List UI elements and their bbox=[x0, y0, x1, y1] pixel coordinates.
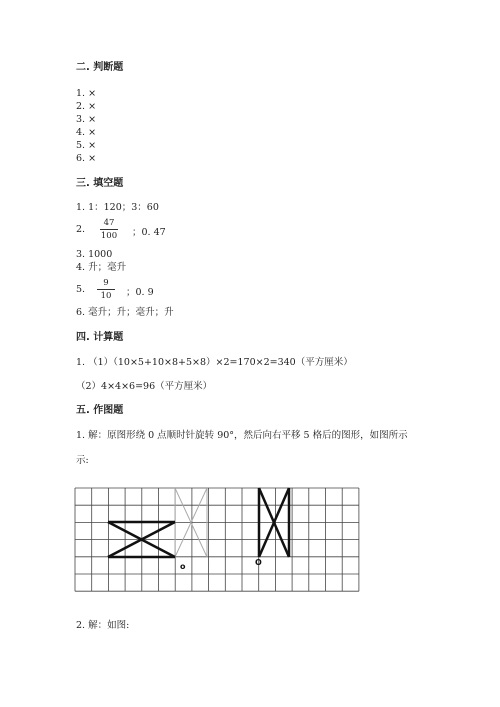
fraction-denominator: 100 bbox=[100, 231, 118, 241]
judge-answer-5: 5. × bbox=[76, 140, 97, 151]
fill-answer-3: 3. 1000 bbox=[76, 249, 113, 260]
judge-answer-6: 6. × bbox=[76, 153, 97, 164]
judge-answer-3: 3. × bbox=[76, 114, 97, 125]
calc-answer-2: （2）4×4×6=96（平方厘米） bbox=[76, 381, 213, 392]
fill-answer-6: 6. 毫升；升；毫升；升 bbox=[76, 307, 174, 318]
fill-answer-2-suffix: ；0. 47 bbox=[132, 227, 166, 238]
grid-lines bbox=[75, 488, 359, 591]
section-4-title: 四. 计算题 bbox=[76, 332, 124, 343]
judge-answer-2: 2. × bbox=[76, 101, 97, 112]
fill-answer-5-prefix: 5. bbox=[76, 284, 86, 295]
rotation-point-label-right: O bbox=[255, 558, 262, 567]
drawing-answer-1-line1: 1. 解：原图形绕 0 点顺时针旋转 90°，然后向右平移 5 格后的图形，如图所示 bbox=[76, 430, 408, 441]
section-5-title: 五. 作图题 bbox=[76, 405, 124, 416]
judge-answer-1: 1. × bbox=[76, 88, 97, 99]
fraction-numerator: 9 bbox=[103, 278, 109, 288]
section-3-title: 三. 填空题 bbox=[76, 178, 124, 189]
fraction-denominator: 10 bbox=[100, 291, 112, 301]
judge-answer-4: 4. × bbox=[76, 127, 97, 138]
section-2-title: 二. 判断题 bbox=[76, 62, 124, 73]
rotation-point-label-left: o bbox=[180, 562, 186, 571]
drawing-answer-1-line2: 示: bbox=[76, 455, 89, 466]
drawing-answer-2: 2. 解：如图: bbox=[76, 620, 130, 631]
fill-answer-4: 4. 升；毫升 bbox=[76, 262, 127, 273]
fill-answer-1: 1. 1：120；3：60 bbox=[76, 202, 159, 213]
fill-answer-2-prefix: 2. bbox=[76, 224, 86, 235]
fill-answer-5-suffix: ；0. 9 bbox=[126, 287, 154, 298]
calc-answer-1: 1. （1）（10×5+10×8+5×8）×2=170×2=340（平方厘米） bbox=[76, 357, 353, 368]
fraction-numerator: 47 bbox=[103, 218, 115, 228]
